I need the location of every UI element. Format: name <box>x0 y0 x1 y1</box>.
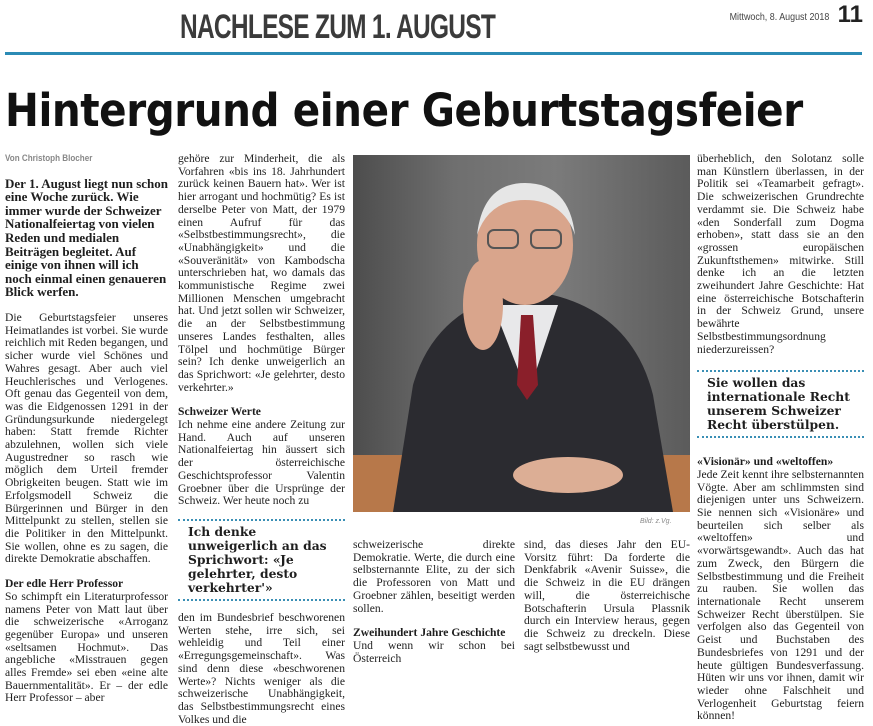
subheading: Zweihundert Jahre Geschichte <box>353 626 506 640</box>
column-5 <box>697 153 864 723</box>
subheading: Der edle Herr Professor <box>5 577 124 591</box>
paragraph: So schimpft ein Literaturprofessor namens Peter von Matt laut über die schweizerische «Arroganz gegenüber Europa» und unseren «seltsamen Hochmut». Das angebliche «Misstrauen gegen alles Fremde» sei eben «eine alte Bauernmentalität». Er – der edle Herr Professor – aber <box>5 589 168 705</box>
pull-quote: Ich denke unweigerlich an das Sprichwort: «Je gelehrter, desto verkehrter'» <box>178 519 345 601</box>
byline: Von Christoph Blocher <box>5 153 93 164</box>
paragraph: überheblich, den Solotanz solle man Künstlern überlassen, in der Politik sei «Teamarbeit gefragt». Die schweizerischen Grundrechte verdammt sie. Die Schweiz habe «den Sonderfall zum Dogma erhoben», statt dass sie an den «grossen europäischen Zukunftsthemen» mitwirke. Still denke ich an die letzten zweihundert Jahre Geschichte: Hat eine österreichische Botschafterin in der Schweiz Grund, unsere bewährte Selbstbestimmungsordnung niederzureissen? <box>697 152 864 356</box>
paragraph: schweizerische direkte Demokratie. Werte, die durch eine selbsternannte Elite, zu der sich die Professoren von Matt und Groebner zählen, beseitigt werden sollen. <box>353 538 515 615</box>
pull-quote: Sie wollen das internationale Recht unserem Schweizer Recht überstülpen. <box>697 370 864 438</box>
paragraph: Ich nehme eine andere Zeitung zur Hand. Auch auf unseren Nationalfeiertag hin äussert sich der österreichische Geschichtsprofessor Valentin Groebner über die Ursprünge der Schweiz. Wer heute noch zu <box>178 418 345 508</box>
page-number: 11 <box>837 1 863 28</box>
column-2 <box>178 153 345 726</box>
photo-credit: Bild: z.Vg. <box>640 518 672 525</box>
paragraph: Und wenn wir schon bei Österreich <box>353 638 515 665</box>
subheading: Schweizer Werte <box>178 405 261 419</box>
paragraph: den im Bundesbrief beschworenen Werten stehe, irre sich, sei wehleidig und Teil einer «Erregungsgemeinschaft». Was sind denn diese «beschworenen Werte»? Nichts weniger als die schweizerische Unabhängigkeit, das Selbstbestimmungsrecht eines Volkes und die <box>178 610 345 726</box>
hands-on-desk <box>513 457 623 493</box>
subheading: «Visionär» und «weltoffen» <box>697 455 834 469</box>
author-portrait-photo <box>353 155 690 512</box>
paragraph: Jede Zeit kennt ihre selbsternannten Vögte. Aber am schlimmsten sind diejenigen unter uns Schweizern. Sie nennen sich «Visionäre» und beurteilen sich selber als «weltoffen» und «vorwärtsgewandt». Auch das hat zum Zweck, den Bürgern die Selbstbestimmung und die Freiheit zu rauben. Sie wollen das internationale Recht unserem Schweizer Recht überstülpen. Sie verfolgen also das Gegenteil von Geist und Buchstaben des Bundesbriefes von 1291 und der heute gültigen Bundesverfassung. Hüten wir uns vor ihnen, damit wir wieder ohne Falschheit und Verlogenheit Geburtstag feiern können! <box>697 467 864 723</box>
article-lead: Der 1. August liegt nun schon eine Woche zurück. Wie immer wurde der Schweizer Nationalfeiertag von vielen Reden und medialen Beiträgen begleitet. Auf einige von ihnen will ich noch einmal einen genaueren Blick werfen. <box>5 175 169 300</box>
issue-date: Mittwoch, 8. August 2018 <box>729 11 829 23</box>
column-3 <box>353 539 515 665</box>
article-headline: Hintergrund einer Geburtstagsfeier <box>5 84 803 137</box>
header-rule <box>5 52 862 55</box>
column-4 <box>524 539 690 653</box>
portrait-illustration <box>353 155 690 512</box>
hand <box>463 260 503 350</box>
column-1 <box>5 153 168 705</box>
paragraph: Die Geburtstagsfeier unseres Heimatlandes ist vorbei. Sie wurde reichlich mit Reden begangen, und sicher wurde viel Schönes und Wahres gesagt. Aber auch viel Heuchlerisches und Verlogenes. Oft genau das Gegenteil von dem, was die Eidgenossen 1291 in der Gründungsurkunde niedergelegt haben: Statt fremde Richter abzulehnen, wollen sich viele Augustredner so rasch wie möglich dem Urteil fremder Obrigkeiten beugen. Statt wie im Erfolgsmodell Schweiz die Bürgerinnen und Bürger in den Mittelpunkt zu stellen, stellen sie die Politiker in den Mittelpunkt. Sie wollen, ohne es zu sagen, die direkte Demokratie abschaffen. <box>5 311 168 566</box>
paragraph: gehöre zur Minderheit, die als Vorfahren «bis ins 18. Jahrhundert zurück keinen Bauern hat». Wer ist hier arrogant und hochmütig? Es ist derselbe Peter von Matt, der 1979 einen Aufruf für das «Selbstbestimmungsrecht», die «Unabhängigkeit» und die «Souveränität» von Kambodscha unterschrieben hat, wo damals das kommunistische Regime zwei Millionen Menschen umgebracht hat. Und jetzt sollen wir Schweizer, die an der Selbstbestimmung unseres Landes festhalten, alles Tölpel und hochmütige Bürger sein? Ich denke unweigerlich an das Sprichwort: «Je gelehrter, desto verkehrter.» <box>178 152 345 394</box>
paragraph: sind, das dieses Jahr den EU-Vorsitz führt: Da forderte die Denkfabrik «Avenir Suisse», die die Schweiz in die EU drängen will, die österreichische Botschafterin Ursula Plassnik durch ein Interview heraus, gegen die Schweiz zu dreckeln. Diese sagt selbstbewusst und <box>524 538 690 653</box>
section-rubric: NACHLESE ZUM 1. AUGUST <box>180 8 496 46</box>
